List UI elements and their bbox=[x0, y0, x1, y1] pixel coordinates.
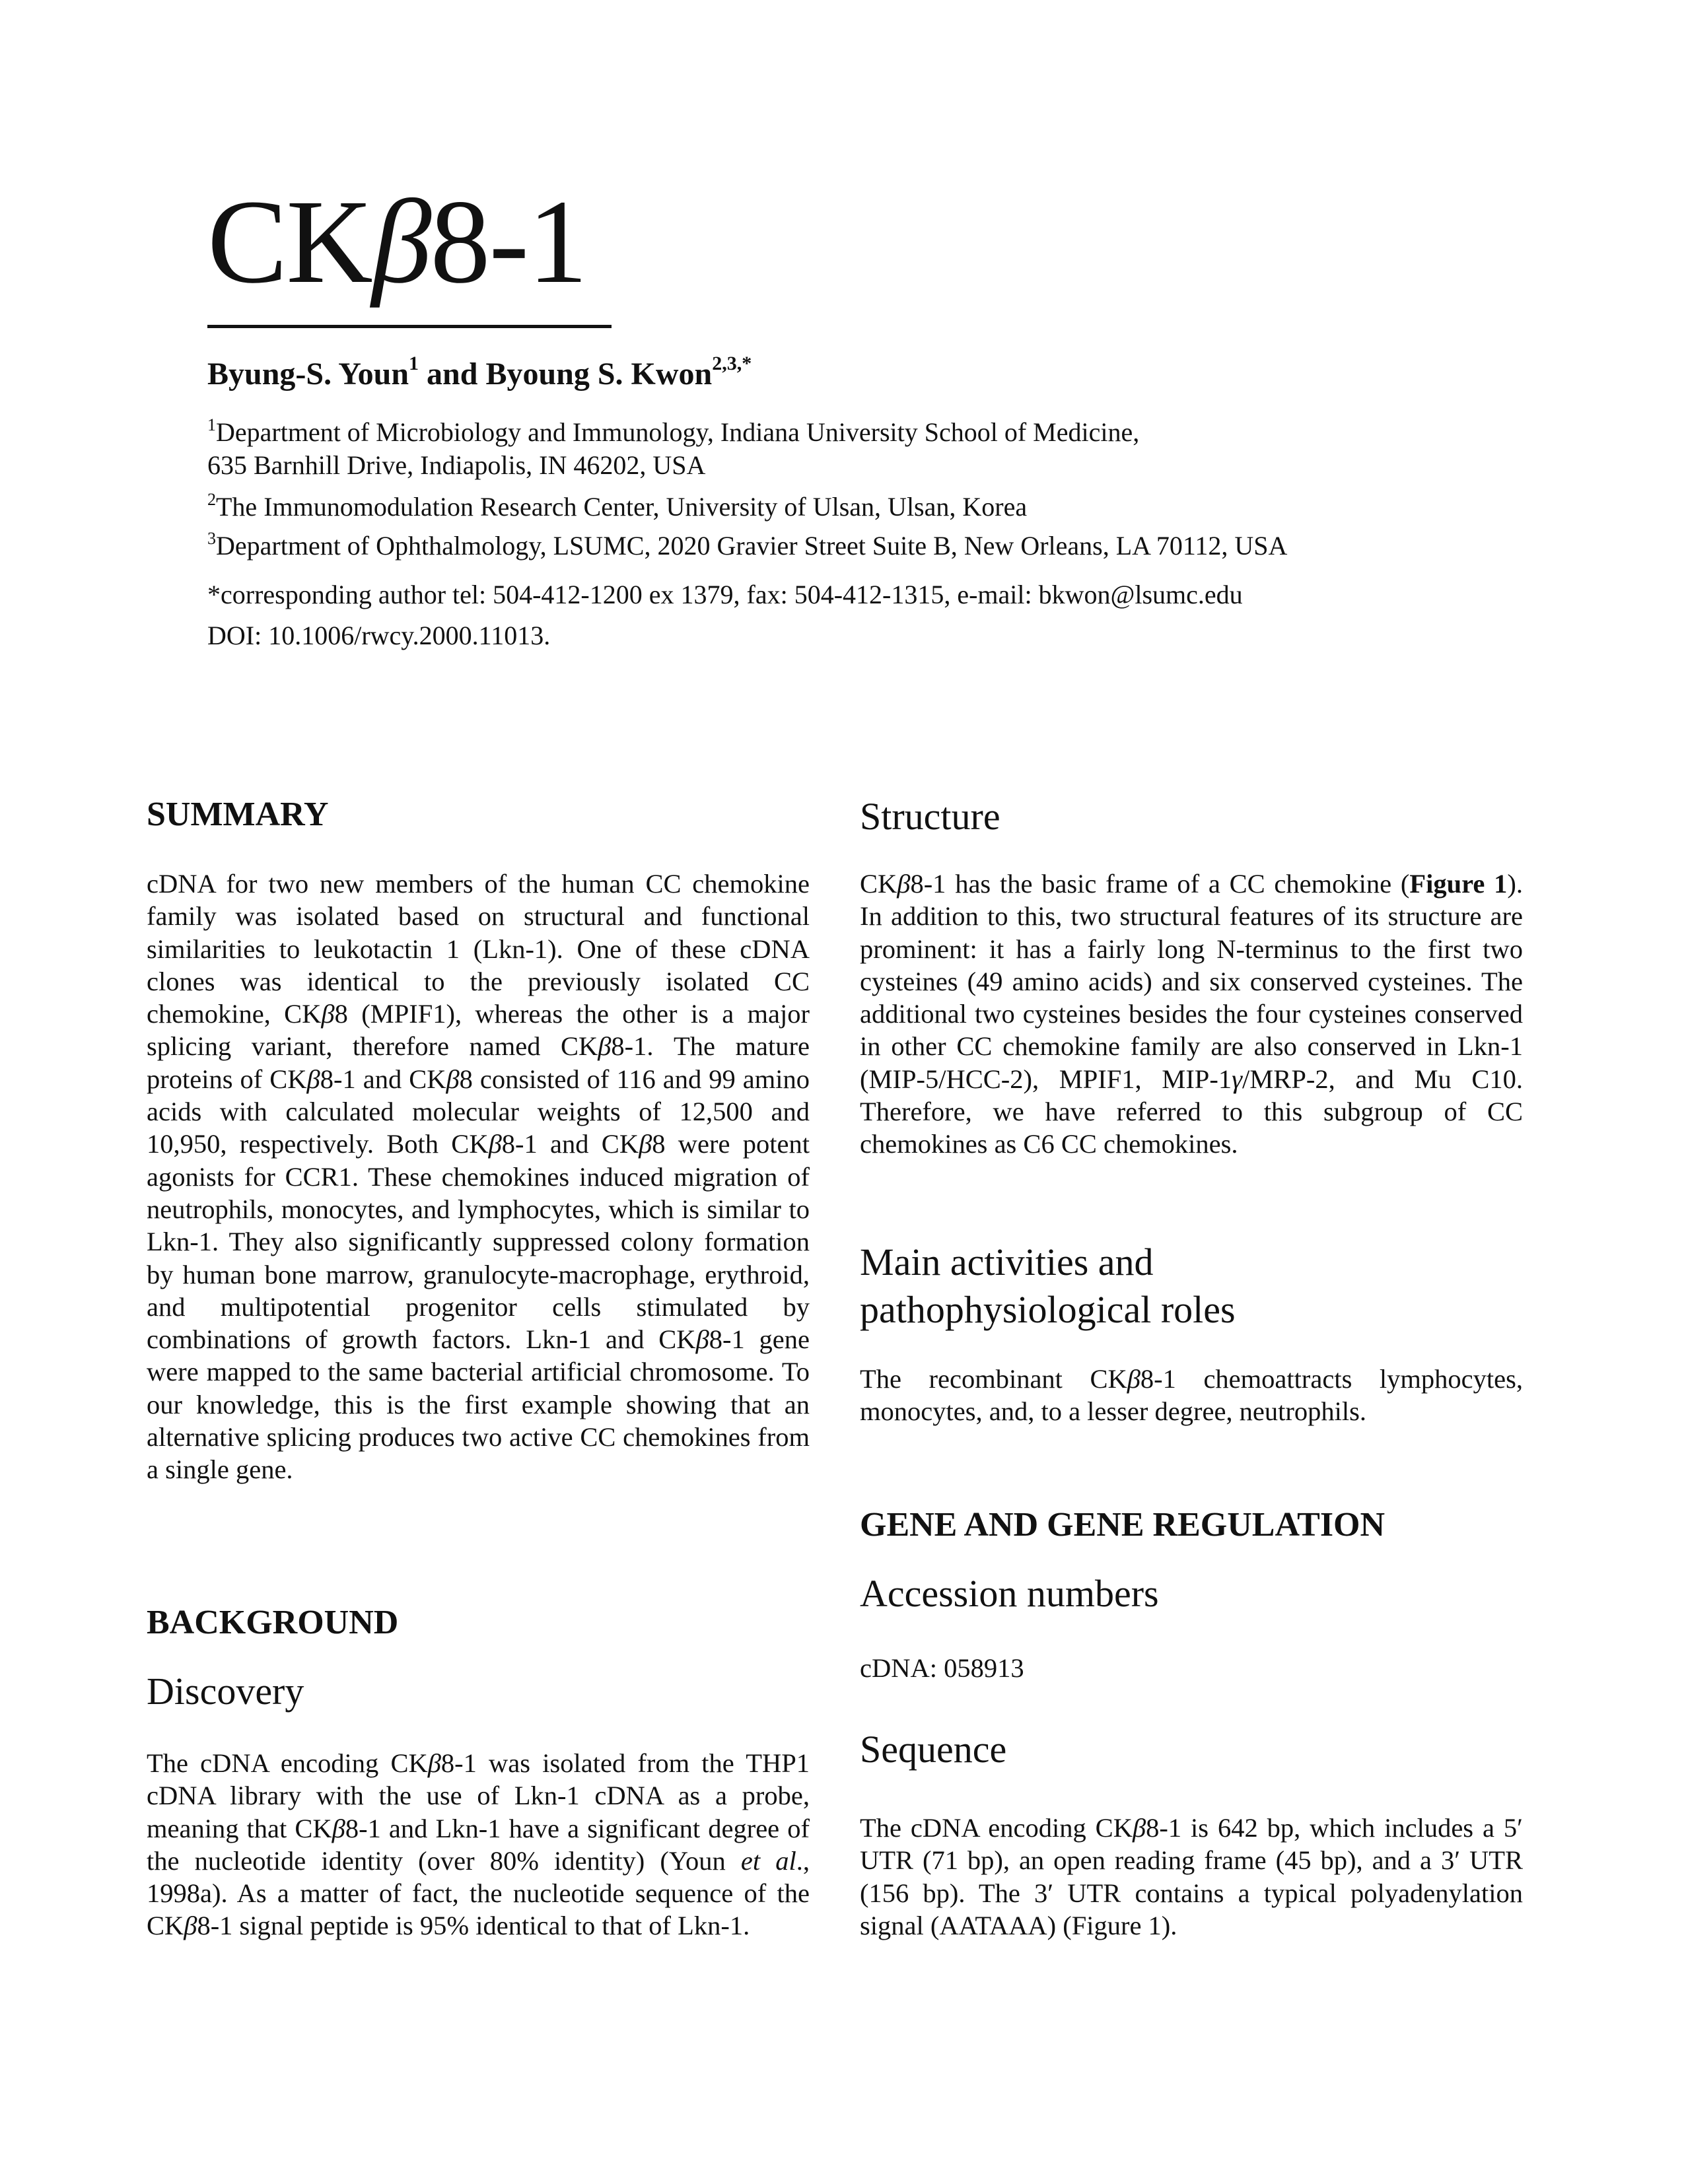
discovery-heading: Discovery bbox=[147, 1670, 304, 1713]
accession-text: cDNA: 058913 bbox=[860, 1653, 1024, 1683]
title-prefix: CK bbox=[207, 176, 372, 308]
background-heading: BACKGROUND bbox=[147, 1604, 399, 1641]
author-joiner: and bbox=[419, 357, 486, 392]
author-1: Byung-S. Youn bbox=[207, 357, 409, 392]
author-2-sup: 2,3,* bbox=[712, 353, 752, 374]
author-2: Byoung S. Kwon bbox=[485, 357, 713, 392]
affiliation-1: $^1$Department of Microbiology and Immunology, Indiana University School of Medicine, 635 Barnhill Drive, Indiapolis, IN 46202, USA bbox=[207, 415, 1140, 480]
sequence-text: The cDNA encoding CKβ8-1 is 642 bp, which includes a 5′ UTR (71 bp), an open reading frame (45 bp), and a 3′ UTR (156 bp). The 3′ UTR contains a typical polyadenylation signal (AATAAA) (Figure 1). bbox=[860, 1813, 1524, 1940]
affiliation-2: $^2$The Immunomodulation Research Center, University of Ulsan, Ulsan, Korea bbox=[207, 490, 1028, 522]
sequence-heading: Sequence bbox=[860, 1728, 1007, 1771]
doi: DOI: 10.1006/rwcy.2000.11013. bbox=[207, 621, 551, 650]
author-1-sup: 1 bbox=[409, 353, 419, 374]
activities-heading: Main activities and pathophysiological roles bbox=[860, 1241, 1236, 1331]
title-rule bbox=[207, 325, 612, 328]
author-line bbox=[207, 355, 752, 393]
gene-heading: GENE AND GENE REGULATION bbox=[860, 1506, 1386, 1544]
accession-heading: Accession numbers bbox=[860, 1572, 1159, 1615]
summary-text: cDNA for two new members of the human CC chemokine family was isolated based on structural and functional similarities to leukotactin 1 (Lkn-1). One of these cDNA clones was identical to the previously isolated CC chemokine, CKβ8 (MPIF1), whereas the other is a major splicing variant, therefore named CKβ8-1. The mature proteins of CKβ8-1 and CKβ8 consisted of 116 and 99 amino acids with calculated molecular weights of 12,500 and 10,950, respectively. Both CKβ8-1 and CKβ8 were potent agonists for CCR1. These chemokines induced migration of neutrophils, monocytes, and lymphocytes, which is similar to Lkn-1. They also significantly suppressed colony formation by human bone marrow, granulocyte-macrophage, erythroid, and multipotential progenitor cells stimulated by combinations of growth factors. Lkn-1 and CKβ8-1 gene were mapped to the same bacterial artificial chromosome. To our knowledge, this is the first example showing that an alternative splicing produces two active CC chemokines from a single gene. bbox=[147, 869, 810, 1485]
structure-heading: Structure bbox=[860, 795, 1000, 838]
title-greek: β bbox=[371, 176, 431, 308]
discovery-text: The cDNA encoding CKβ8-1 was isolated from the THP1 cDNA library with the use of Lkn-1 cDNA as a probe, meaning that CKβ8-1 and Lkn-1 have a significant degree of the nucleotide identity (over 80% identity) (Youn et al., 1998a). As a matter of fact, the nucleotide sequence of the CKβ8-1 signal peptide is 95% identical to that of Lkn-1. bbox=[147, 1748, 810, 1941]
structure-text: CKβ8-1 has the basic frame of a CC chemokine (Figure 1). In addition to this, two structural features of its structure are prominent: it has a fairly long N-terminus to the first two cysteines (49 amino acids) and six conserved cysteines. The additional two cysteines besides the four cysteines conserved in other CC chemokine family are also conserved in Lkn-1 (MIP-5/HCC-2), MPIF1, MIP-1γ/MRP-2, and Mu C10. Therefore, we have referred to this subgroup of CC chemokines as C6 CC chemokines. bbox=[860, 869, 1523, 1159]
summary-heading: SUMMARY bbox=[147, 796, 329, 833]
article-title bbox=[207, 176, 587, 308]
activities-text: The recombinant CKβ8-1 chemoattracts lymphocytes, monocytes, and, to a lesser degree, neutrophils. bbox=[860, 1364, 1523, 1427]
correspondence: *corresponding author tel: 504-412-1200 ex 1379, fax: 504-412-1315, e-mail: bkwon@lsumc.edu bbox=[207, 580, 1243, 609]
title-suffix: 8-1 bbox=[430, 176, 587, 308]
affiliation-3: $^3$Department of Ophthalmology, LSUMC, 2020 Gravier Street Suite B, New Orleans, LA 70112, USA bbox=[207, 529, 1288, 561]
